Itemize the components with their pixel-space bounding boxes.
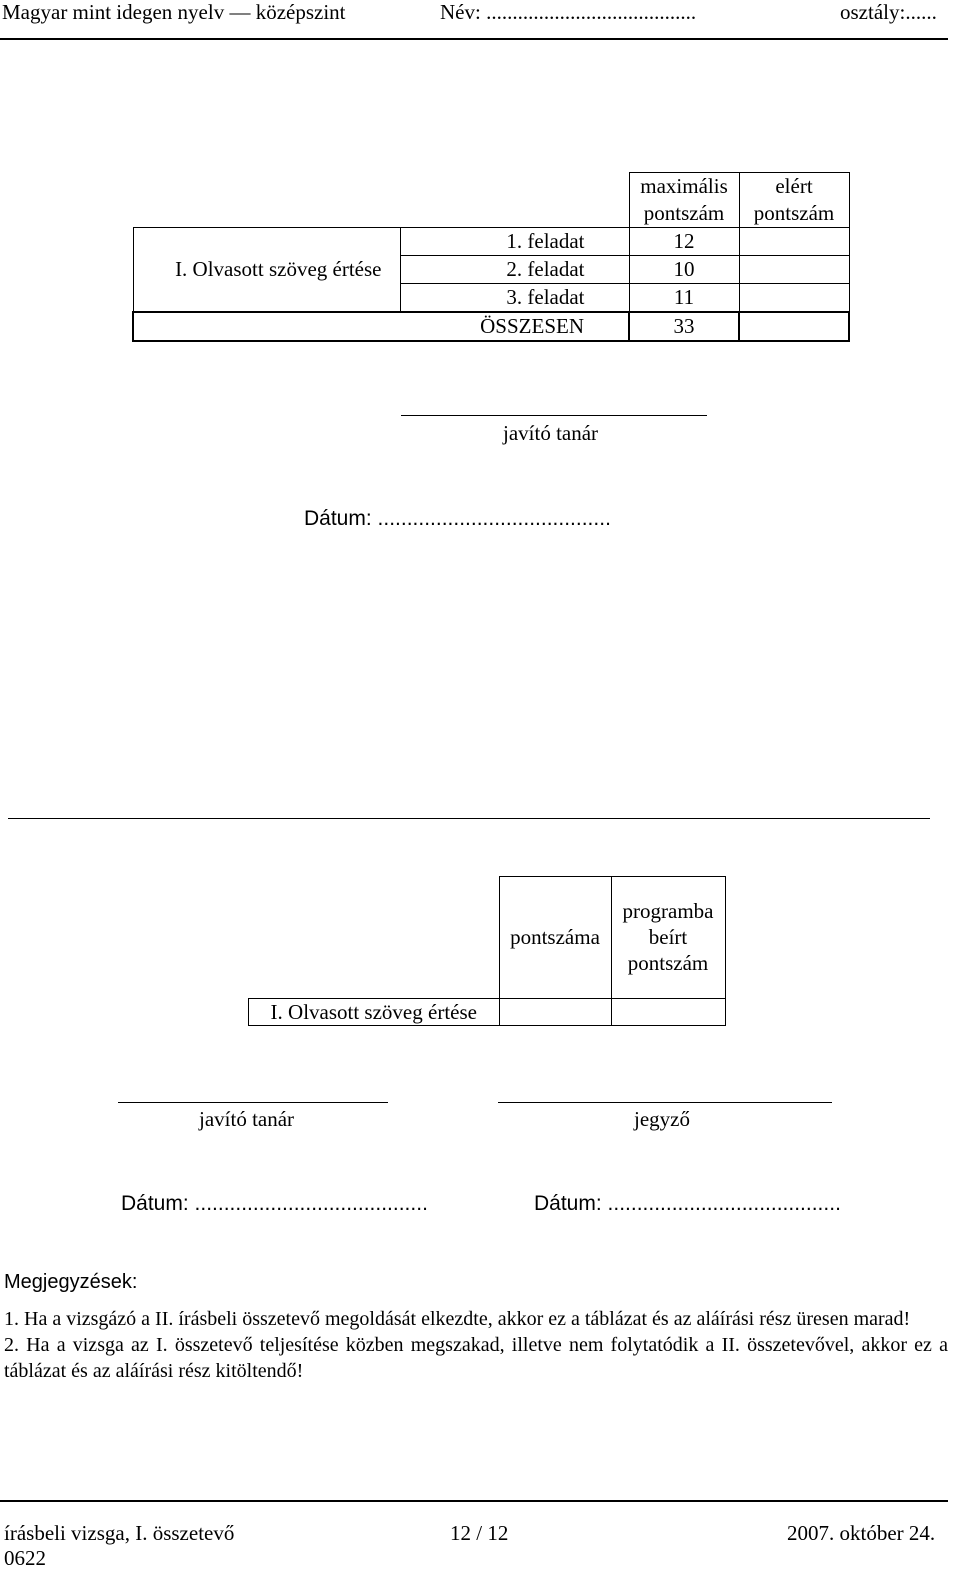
footer-code: 0622	[4, 1546, 46, 1570]
task-max-points: 11	[629, 284, 739, 313]
footer-exam-label: írásbeli vizsga, I. összetevő	[4, 1521, 235, 1545]
task-earned-points	[739, 256, 849, 284]
total-max-points: 33	[629, 312, 739, 341]
total-earned-points	[739, 312, 849, 341]
task-label: 2. feladat	[400, 256, 629, 284]
entered-points-cell	[611, 998, 725, 1025]
notary-signature-line	[498, 1102, 832, 1103]
task-earned-points	[739, 284, 849, 313]
header-rule	[0, 38, 948, 40]
empty-cell	[400, 173, 629, 201]
earned-points-header-line2: pontszám	[739, 200, 849, 228]
task-label: 3. feladat	[400, 284, 629, 313]
score-table	[132, 172, 850, 342]
notes-title: Megjegyzések:	[4, 1271, 138, 1293]
footer-date: 2007. október 24.	[787, 1521, 936, 1545]
header-class-field: osztály:......	[840, 0, 937, 24]
empty-cell	[400, 200, 629, 228]
entered-points-header	[611, 877, 725, 999]
max-points-header: maximális	[629, 173, 739, 201]
note-item: 2. Ha a vizsga az I. összetevő teljesítése közben megszakad, illetve nem folytatódik a II. összetevővel, akkor ez a táblázat és az aláírási rész kitöltendő!	[4, 1334, 948, 1382]
entered-points-header-line3: pontszám	[627, 951, 709, 976]
task-max-points: 12	[629, 228, 739, 256]
earned-points-header: elért	[739, 173, 849, 201]
teacher-date-field: Dátum: ........................................	[121, 1192, 428, 1215]
footer-rule	[0, 1500, 948, 1502]
task-earned-points	[739, 228, 849, 256]
entered-points-header-line1: programba	[622, 899, 714, 924]
teacher-signature-label: javító tanár	[199, 1107, 295, 1131]
empty-cell	[133, 173, 400, 201]
entered-points-header-line2: beírt	[648, 925, 688, 950]
task-label: 1. feladat	[400, 228, 629, 256]
program-section-label: I. Olvasott szöveg értése	[249, 998, 500, 1025]
header-name-field: Név: ........................................	[440, 0, 697, 24]
signature-line	[401, 415, 707, 416]
footer-page-number: 12 / 12	[450, 1521, 509, 1545]
empty-cell	[133, 200, 400, 228]
empty-cell	[249, 877, 500, 999]
teacher-signature-label: javító tanár	[503, 421, 599, 445]
notes-list	[4, 1306, 948, 1384]
teacher-signature-line	[118, 1102, 388, 1103]
max-points-header-line2: pontszám	[629, 200, 739, 228]
points-cell	[499, 998, 611, 1025]
section-label: I. Olvasott szöveg értése	[133, 228, 400, 313]
notary-signature-label: jegyző	[634, 1107, 690, 1131]
total-row-spacer	[133, 312, 400, 341]
date-field: Dátum: ........................................	[304, 507, 611, 530]
task-max-points: 10	[629, 256, 739, 284]
notary-date-field: Dátum: ........................................	[534, 1192, 841, 1215]
points-header: pontszáma	[499, 877, 611, 999]
program-table	[248, 876, 726, 1026]
total-label: ÖSSZESEN	[400, 312, 629, 341]
section-divider	[8, 818, 930, 819]
header-subject: Magyar mint idegen nyelv — középszint	[2, 0, 346, 24]
note-item: 1. Ha a vizsgázó a II. írásbeli összetevő megoldását elkezdte, akkor ez a táblázat és az aláírási rész üresen marad!	[4, 1308, 911, 1330]
